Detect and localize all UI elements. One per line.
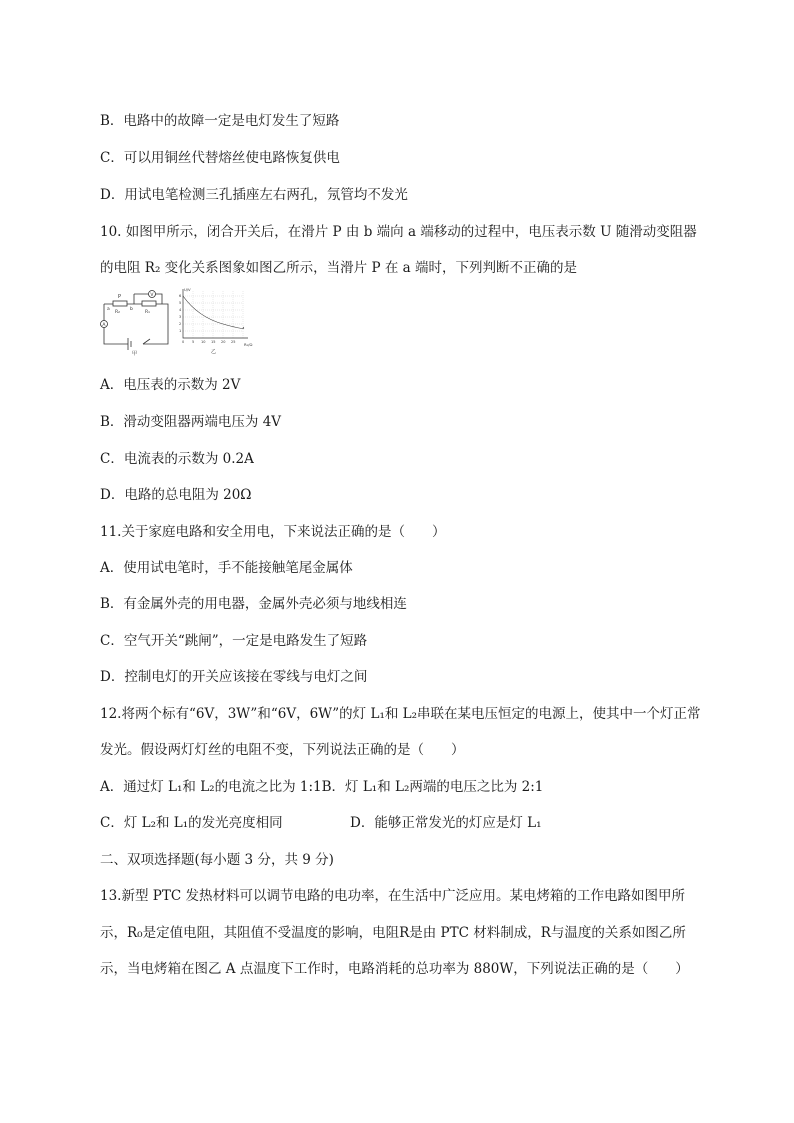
label-p: P [118,294,122,300]
q12-stem-line2: 发光。假设两灯灯丝的电阻不变，下列说法正确的是（ ） [100,742,465,758]
q10-figure [98,286,278,356]
q11-option-c: C．空气开关“跳闸”，一定是电路发生了短路 [100,633,368,649]
q12-stem-line1: 12.将两个标有“6V，3W”和“6V，6W”的灯 L₁和 L₂串联在某电压恒定的电源上，使其中一个灯正常 [100,706,701,722]
q11-option-d: D．控制电灯的开关应该接在零线与电灯之间 [100,669,368,685]
q11-option-b: B．有金属外壳的用电器，金属外壳必须与地线相连 [100,596,407,612]
graph-xlabel: R₂/Ω [244,342,253,347]
xtick: 10 [201,340,206,344]
q12-option-d: D．能够正常发光的灯应是灯 L₁ [350,815,542,831]
ytick: 3 [179,315,182,319]
voltmeter-icon: V [150,292,154,298]
ytick: 2 [179,322,182,326]
label-a: a [107,307,110,312]
xtick: 5 [192,340,195,344]
q11-stem: 11.关于家庭电路和安全用电，下来说法正确的是（ ） [100,524,446,540]
ammeter-icon: A [102,322,106,328]
graph-ylabel: U/V [184,287,191,292]
label-b: b [130,307,133,312]
q10-stem-line2: 的电阻 R₂ 变化关系图象如图乙所示，当滑片 P 在 a 端时，下列判断不正确的是 [100,260,577,276]
graph [179,287,252,355]
q9-option-b: B．电路中的故障一定是电灯发生了短路 [100,113,340,129]
xtick: 25 [231,340,236,344]
caption-yi: 乙 [211,349,217,355]
q13-line2: 示，R₀是定值电阻，其阻值不受温度的影响，电阻R是由 PTC 材料制成，R与温度的关系如图乙所 [100,925,686,941]
q9-option-c: C．可以用铜丝代替熔丝使电路恢复供电 [100,150,340,166]
q12-option-c: C．灯 L₂和 L₁的发光亮度相同 [100,815,283,831]
xtick: 0 [182,340,185,344]
circuit-diagram [101,291,169,351]
q9-option-d: D．用试电笔检测三孔插座左右两孔，氖管均不发光 [100,187,408,203]
label-r2: R₂ [115,310,120,315]
q10-option-d: D．电路的总电阻为 20Ω [100,487,252,503]
q10-option-c: C．电流表的示数为 0.2A [100,451,254,467]
ytick: 5 [179,301,182,305]
xtick: 15 [211,340,216,344]
q11-option-a: A．使用试电笔时，手不能接触笔尾金属体 [100,560,353,576]
caption-jia: 甲 [132,351,138,356]
ytick: 1 [179,329,182,333]
q13-line3: 示，当电烤箱在图乙 A 点温度下工作时，电路消耗的总功率为 880W，下列说法正确的是（ ） [100,961,689,977]
label-r1: R₁ [145,310,150,315]
q10-stem-line1: 10. 如图甲所示，闭合开关后，在滑片 P 由 b 端向 a 端移动的过程中，电压表示数 U 随滑动变阻器 [100,224,697,240]
ytick: 4 [179,308,182,312]
q10-option-b: B．滑动变阻器两端电压为 4V [100,414,282,430]
xtick: 20 [221,340,226,344]
ytick: 6 [179,294,182,298]
q12-options-ab: A．通过灯 L₁和 L₂的电流之比为 1:1B．灯 L₁和 L₂两端的电压之比为 2:1 [100,779,544,795]
q10-option-a: A．电压表的示数为 2V [100,377,241,393]
q13-line1: 13.新型 PTC 发热材料可以调节电路的电功率，在生活中广泛应用。某电烤箱的工作电路如图甲所 [100,888,685,904]
section-2-title: 二、双项选择题(每小题 3 分，共 9 分) [100,852,334,868]
